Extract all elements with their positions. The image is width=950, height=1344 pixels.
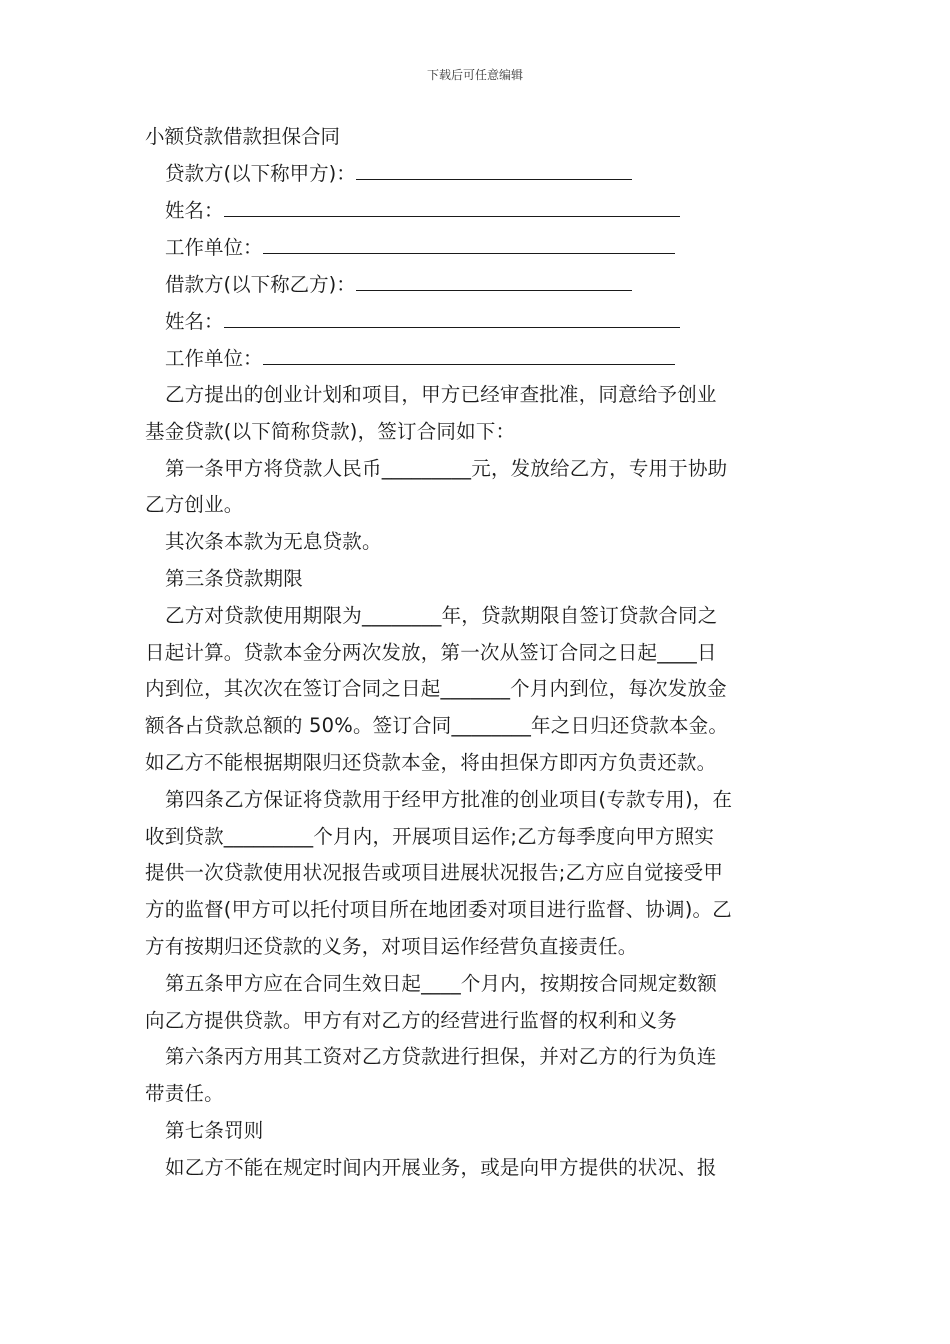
borrower-name-label: 姓名：: [165, 310, 224, 333]
contract-paragraph: [145, 782, 810, 966]
lender-name-blank: [224, 194, 680, 217]
paragraph-line: 向乙方提供贷款。甲方有对乙方的经营进行监督的权利和义务: [145, 1008, 677, 1032]
contract-paragraph: [145, 524, 810, 561]
contract-paragraph: [145, 377, 810, 451]
paragraph-line: 额各占贷款总额的 50%。签订合同________年之日归还贷款本金。: [145, 714, 729, 738]
borrower-label: 借款方(以下称乙方)：: [165, 273, 356, 296]
lender-field: [145, 155, 810, 192]
lender-blank: [356, 157, 632, 180]
paragraph-line: 收到贷款_________个月内，开展项目运作;乙方每季度向甲方照实: [145, 824, 715, 848]
contract-title: 小额贷款借款担保合同: [145, 125, 341, 148]
paragraph-line: 带责任。: [145, 1082, 224, 1106]
paragraph-line: 乙方提出的创业计划和项目，甲方已经审查批准，同意给予创业: [165, 383, 717, 406]
party-fields: [145, 155, 810, 377]
borrower-name-field: [145, 303, 810, 340]
paragraph-line: 乙方创业。: [145, 493, 244, 517]
contract-paragraph: [145, 966, 810, 1040]
contract-body: [145, 377, 810, 1187]
lender-name-label: 姓名：: [165, 199, 224, 222]
contract-paragraph: [145, 451, 810, 525]
paragraph-line: 如乙方不能在规定时间内开展业务，或是向甲方提供的状况、报: [165, 1155, 717, 1179]
contract-paragraph: [145, 1150, 810, 1187]
paragraph-line: 第五条甲方应在合同生效日起____个月内，按期按合同规定数额: [165, 971, 718, 995]
contract-paragraph: [145, 1113, 810, 1150]
borrower-name-blank: [224, 305, 680, 328]
contract-paragraph: [145, 598, 810, 782]
borrower-employer-field: [145, 340, 810, 377]
paragraph-line: 如乙方不能根据期限归还贷款本金，将由担保方即丙方负责还款。: [145, 750, 717, 774]
paragraph-line: 第一条甲方将贷款人民币_________元，发放给乙方，专用于协助: [165, 456, 728, 480]
paragraph-line: 日起计算。贷款本金分两次发放，第一次从签订合同之日起____日: [145, 640, 717, 664]
contract-paragraph: [145, 561, 810, 598]
contract-paragraph: [145, 1039, 810, 1113]
lender-name-field: [145, 192, 810, 229]
paragraph-line: 第六条丙方用其工资对乙方贷款进行担保，并对乙方的行为负连: [165, 1045, 717, 1069]
header-note: 下载后可任意编辑: [426, 68, 523, 82]
borrower-employer-label: 工作单位：: [165, 347, 263, 370]
borrower-field: [145, 266, 810, 303]
paragraph-line: 方的监督(甲方可以托付项目所在地团委对项目进行监督、协调)。乙: [145, 898, 732, 922]
paragraph-line: 乙方对贷款使用期限为________年，贷款期限自签订贷款合同之: [165, 603, 718, 627]
borrower-employer-blank: [263, 342, 675, 365]
paragraph-line: 内到位，其次次在签订合同之日起_______个月内到位，每次发放金: [145, 677, 727, 701]
contract-document: [145, 118, 810, 1187]
paragraph-line: 其次条本款为无息贷款。: [165, 530, 382, 554]
paragraph-line: 第三条贷款期限: [165, 566, 303, 590]
lender-employer-field: [145, 229, 810, 266]
paragraph-line: 方有按期归还贷款的义务，对项目运作经营负直接责任。: [145, 934, 638, 958]
paragraph-line: 第四条乙方保证将贷款用于经甲方批准的创业项目(专款专用)，在: [165, 787, 733, 811]
paragraph-line: 基金贷款(以下简称贷款)，签订合同如下：: [145, 419, 516, 443]
paragraph-line: 第七条罚则: [165, 1118, 264, 1142]
lender-employer-label: 工作单位：: [165, 236, 263, 259]
borrower-blank: [356, 268, 632, 291]
paragraph-line: 提供一次贷款使用状况报告或项目进展状况报告;乙方应自觉接受甲: [145, 861, 724, 885]
lender-employer-blank: [263, 231, 675, 254]
lender-label: 贷款方(以下称甲方)：: [165, 162, 356, 185]
